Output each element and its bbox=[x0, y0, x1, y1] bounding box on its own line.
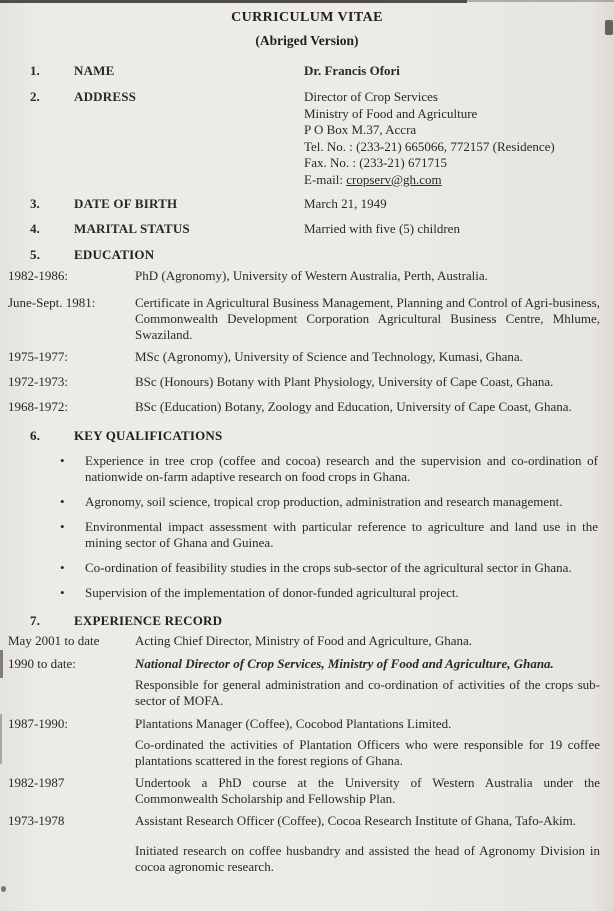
qualification-text: Co-ordination of feasibility studies in the crops sub-sector of the agricultural sector in Ghana. bbox=[85, 560, 572, 575]
education-entry bbox=[0, 399, 614, 415]
section-title: EDUCATION bbox=[74, 247, 155, 262]
section-number: 6. bbox=[30, 428, 41, 443]
scan-artifact bbox=[0, 714, 2, 764]
qualification-item bbox=[0, 585, 614, 601]
section-number: 7. bbox=[30, 613, 41, 628]
experience-entry bbox=[0, 775, 614, 807]
entry-date: 1982-1986: bbox=[8, 268, 68, 283]
address-line: Tel. No. : (233-21) 665066, 772157 (Residence) bbox=[304, 138, 555, 154]
entry-date: 1972-1973: bbox=[8, 374, 68, 389]
address-block bbox=[304, 89, 606, 188]
experience-entry bbox=[0, 656, 614, 672]
document-title: CURRICULUM VITAE bbox=[231, 10, 383, 25]
experience-entry-continuation bbox=[0, 737, 614, 769]
address-line: Director of Crop Services bbox=[304, 89, 438, 104]
field-label: MARITAL STATUS bbox=[74, 221, 190, 236]
entry-date bbox=[8, 677, 135, 709]
email-address: cropserv@gh.com bbox=[346, 171, 442, 187]
bullet-icon bbox=[60, 453, 85, 485]
qualification-text: Agronomy, soil science, tropical crop production, administration and research management. bbox=[85, 494, 563, 509]
address-line-email bbox=[304, 172, 606, 189]
email-label: E-mail: bbox=[304, 171, 347, 187]
entry-text: BSc (Education) Botany, Zoology and Education, University of Cape Coast, Ghana. bbox=[135, 399, 572, 414]
experience-entry-continuation bbox=[0, 677, 614, 709]
entry-text: Initiated research on coffee husbandry and assisted the head of Agronomy Division in cocoa agronomic research. bbox=[135, 843, 600, 874]
entry-date bbox=[8, 737, 135, 769]
bullet-icon bbox=[60, 585, 85, 601]
experience-entry bbox=[0, 813, 614, 829]
field-number: 3. bbox=[30, 196, 40, 211]
field-label: ADDRESS bbox=[74, 89, 137, 104]
address-line: P O Box M.37, Accra bbox=[304, 122, 417, 137]
scan-artifact bbox=[467, 0, 614, 2]
scan-artifact bbox=[0, 0, 467, 3]
section-heading-education bbox=[0, 247, 614, 263]
entry-text: Acting Chief Director, Ministry of Food and Agriculture, Ghana. bbox=[135, 633, 473, 648]
qualification-text: Environmental impact assessment with particular reference to agriculture and land use in the mining sector of Ghana and Guinea. bbox=[85, 519, 598, 550]
education-entry bbox=[0, 268, 614, 284]
address-line: Ministry of Food and Agriculture bbox=[304, 105, 478, 121]
bullet-icon bbox=[60, 560, 85, 576]
entry-date: 1973-1978 bbox=[8, 813, 65, 828]
section-number: 5. bbox=[30, 247, 41, 262]
field-value: Married with five (5) children bbox=[304, 221, 460, 236]
document-subtitle: (Abriged Version) bbox=[255, 33, 359, 48]
entry-text: BSc (Honours) Botany with Plant Physiology, University of Cape Coast, Ghana. bbox=[135, 374, 554, 389]
field-row-name bbox=[0, 63, 614, 79]
bullet-icon bbox=[60, 519, 85, 551]
entry-text: Assistant Research Officer (Coffee), Cocoa Research Institute of Ghana, Tafo-Akim. bbox=[135, 813, 576, 828]
entry-date: 1990 to date: bbox=[8, 656, 76, 671]
qualification-item bbox=[0, 560, 614, 576]
entry-date: 1982-1987 bbox=[8, 775, 65, 790]
entry-text: Co-ordinated the activities of Plantation Officers who were responsible for 19 coffee plantations scattered in the forest regions of Ghana. bbox=[135, 737, 600, 768]
section-title: KEY QUALIFICATIONS bbox=[74, 428, 223, 443]
education-entry bbox=[0, 374, 614, 390]
experience-entry bbox=[0, 716, 614, 732]
experience-entry bbox=[0, 633, 614, 649]
qualification-text: Experience in tree crop (coffee and cocoa) research and the supervision and co-ordination of nationwide on-farm adaptive research on food crops in Ghana. bbox=[85, 453, 598, 484]
scan-artifact bbox=[0, 650, 3, 678]
address-line: Fax. No. : (233-21) 671715 bbox=[304, 155, 447, 170]
section-heading-experience-record bbox=[0, 613, 614, 629]
field-label: DATE OF BIRTH bbox=[74, 196, 178, 211]
field-value: March 21, 1949 bbox=[304, 196, 387, 211]
bullet-icon bbox=[60, 494, 85, 510]
entry-text: MSc (Agronomy), University of Science and Technology, Kumasi, Ghana. bbox=[135, 349, 523, 364]
field-number: 4. bbox=[30, 221, 40, 236]
entry-text: PhD (Agronomy), University of Western Australia, Perth, Australia. bbox=[135, 268, 488, 283]
entry-text: National Director of Crop Services, Ministry of Food and Agriculture, Ghana. bbox=[135, 656, 554, 671]
qualification-item bbox=[0, 494, 614, 510]
section-heading-key-qualifications bbox=[0, 428, 614, 444]
entry-date bbox=[8, 843, 135, 875]
entry-date: May 2001 to date bbox=[8, 633, 100, 648]
education-entry bbox=[0, 349, 614, 365]
scan-artifact bbox=[605, 20, 613, 35]
field-value: Dr. Francis Ofori bbox=[304, 63, 400, 78]
entry-date: 1968-1972: bbox=[8, 399, 68, 414]
education-entry bbox=[0, 295, 614, 343]
qualification-item bbox=[0, 519, 614, 551]
field-row-marital-status bbox=[0, 221, 614, 237]
scan-artifact bbox=[1, 886, 6, 892]
field-number: 1. bbox=[30, 63, 40, 78]
entry-text: Responsible for general administration and co-ordination of activities of the crops sub-sector of MOFA. bbox=[135, 677, 600, 708]
entry-date: 1975-1977: bbox=[8, 349, 68, 364]
entry-text: Undertook a PhD course at the University of Western Australia under the Commonwealth Scholarship and Fellowship Plan. bbox=[135, 775, 600, 806]
entry-date: June-Sept. 1981: bbox=[8, 295, 96, 310]
section-title: EXPERIENCE RECORD bbox=[74, 613, 223, 628]
field-label: NAME bbox=[74, 63, 115, 78]
entry-text: Plantations Manager (Coffee), Cocobod Plantations Limited. bbox=[135, 716, 452, 731]
experience-entry-continuation bbox=[0, 843, 614, 875]
field-row-address bbox=[0, 89, 614, 188]
entry-date: 1987-1990: bbox=[8, 716, 68, 731]
qualification-item bbox=[0, 453, 614, 485]
entry-text: Certificate in Agricultural Business Management, Planning and Control of Agri-business, Commonwealth Development Corporation Agricultural Business Centre, Mhlume, Swaziland. bbox=[135, 295, 600, 342]
field-row-date-of-birth bbox=[0, 196, 614, 212]
field-number: 2. bbox=[30, 89, 40, 104]
qualification-text: Supervision of the implementation of donor-funded agricultural project. bbox=[85, 585, 459, 600]
